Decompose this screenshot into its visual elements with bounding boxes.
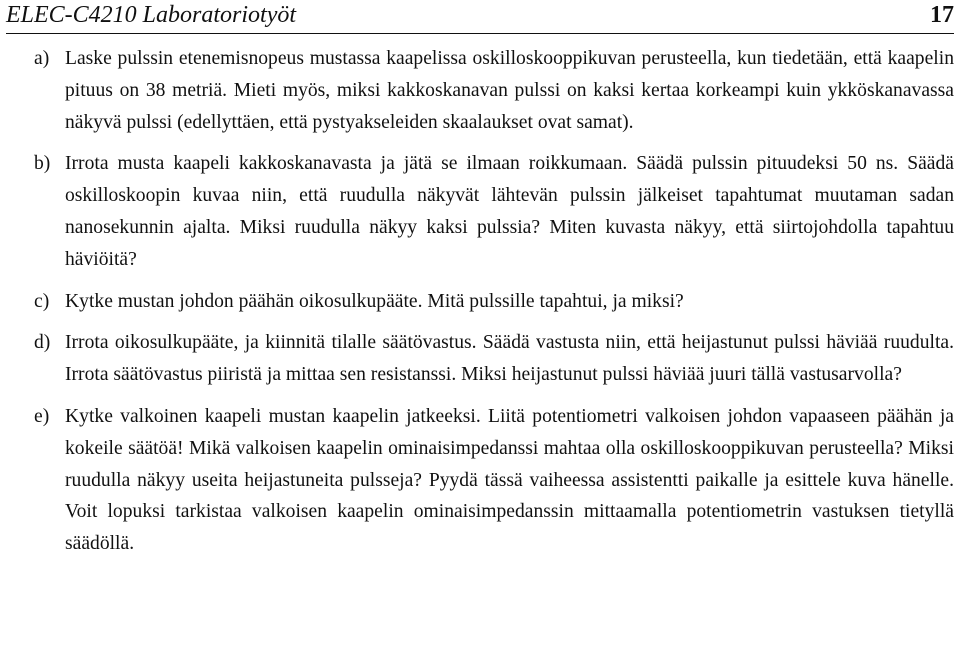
task-text: Kytke valkoinen kaapeli mustan kaapelin jatkeeksi. Liitä potentiometri valkoisen johdon vapaaseen päähän ja kokeile säätöä! Mikä valkoisen kaapelin ominaisimpedanssi mahtaa olla oskilloskooppikuvan perusteella? Miksi ruudulla näkyy useita heijastuneita pulsseja? Pyydä tässä vaiheessa assistentti paikalle ja esittele kuva hänelle. Voit lopuksi tarkistaa valkoisen kaapelin ominaisimpedanssin mittaamalla potentiometrin vastuksen tietyllä säädöllä. xyxy=(65,405,954,555)
task-label: c) xyxy=(34,290,50,312)
task-label: d) xyxy=(34,332,51,354)
task-label: e) xyxy=(34,405,50,427)
page-number: 17 xyxy=(930,2,954,28)
task-text: Kytke mustan johdon päähän oikosulkupääte. Mitä pulssille tapahtui, ja miksi? xyxy=(65,290,684,312)
task-list xyxy=(34,43,954,570)
task-text: Laske pulssin etenemisnopeus mustassa kaapelissa oskilloskooppikuvan perusteella, kun tiedetään, että kaapelin pituus on 38 metriä. Mieti myös, miksi kakkoskanavan pulssi on kaksi kertaa korkeampi kuin ykköskanavassa näkyvä pulssi (edellyttäen, että pystyakseleiden skaalaukset ovat samat). xyxy=(65,48,954,133)
task-label: a) xyxy=(34,48,50,69)
task-text: Irrota oikosulkupääte, ja kiinnitä tilalle säätövastus. Säädä vastusta niin, että heijastunut pulssi häviää ruudulta. Irrota säätövastus piiristä ja mittaa sen resistanssi. Miksi heijastunut pulssi häviää juuri tällä vastusarvolla? xyxy=(65,332,954,386)
task-item-a xyxy=(34,43,954,138)
task-item-e xyxy=(34,401,954,560)
task-label: b) xyxy=(34,153,51,175)
task-text: Irrota musta kaapeli kakkoskanavasta ja jätä se ilmaan roikkumaan. Säädä pulssin pituudeksi 50 ns. Säädä oskilloskoopin kuvaa niin, että ruudulla näkyvät lähtevän pulssin jälkeiset tapahtumat muutaman sadan nanosekunnin ajalta. Miksi ruudulla näkyy kaksi pulssia? Miten kuvasta näkyy, että siirtojohdolla tapahtuu häviöitä? xyxy=(65,153,954,270)
task-item-b xyxy=(34,148,954,275)
page-header xyxy=(6,0,954,32)
header-title: ELEC-C4210 Laboratoriotyöt xyxy=(6,2,297,28)
header-rule xyxy=(6,33,954,34)
task-item-c xyxy=(34,286,954,318)
task-item-d xyxy=(34,327,954,391)
